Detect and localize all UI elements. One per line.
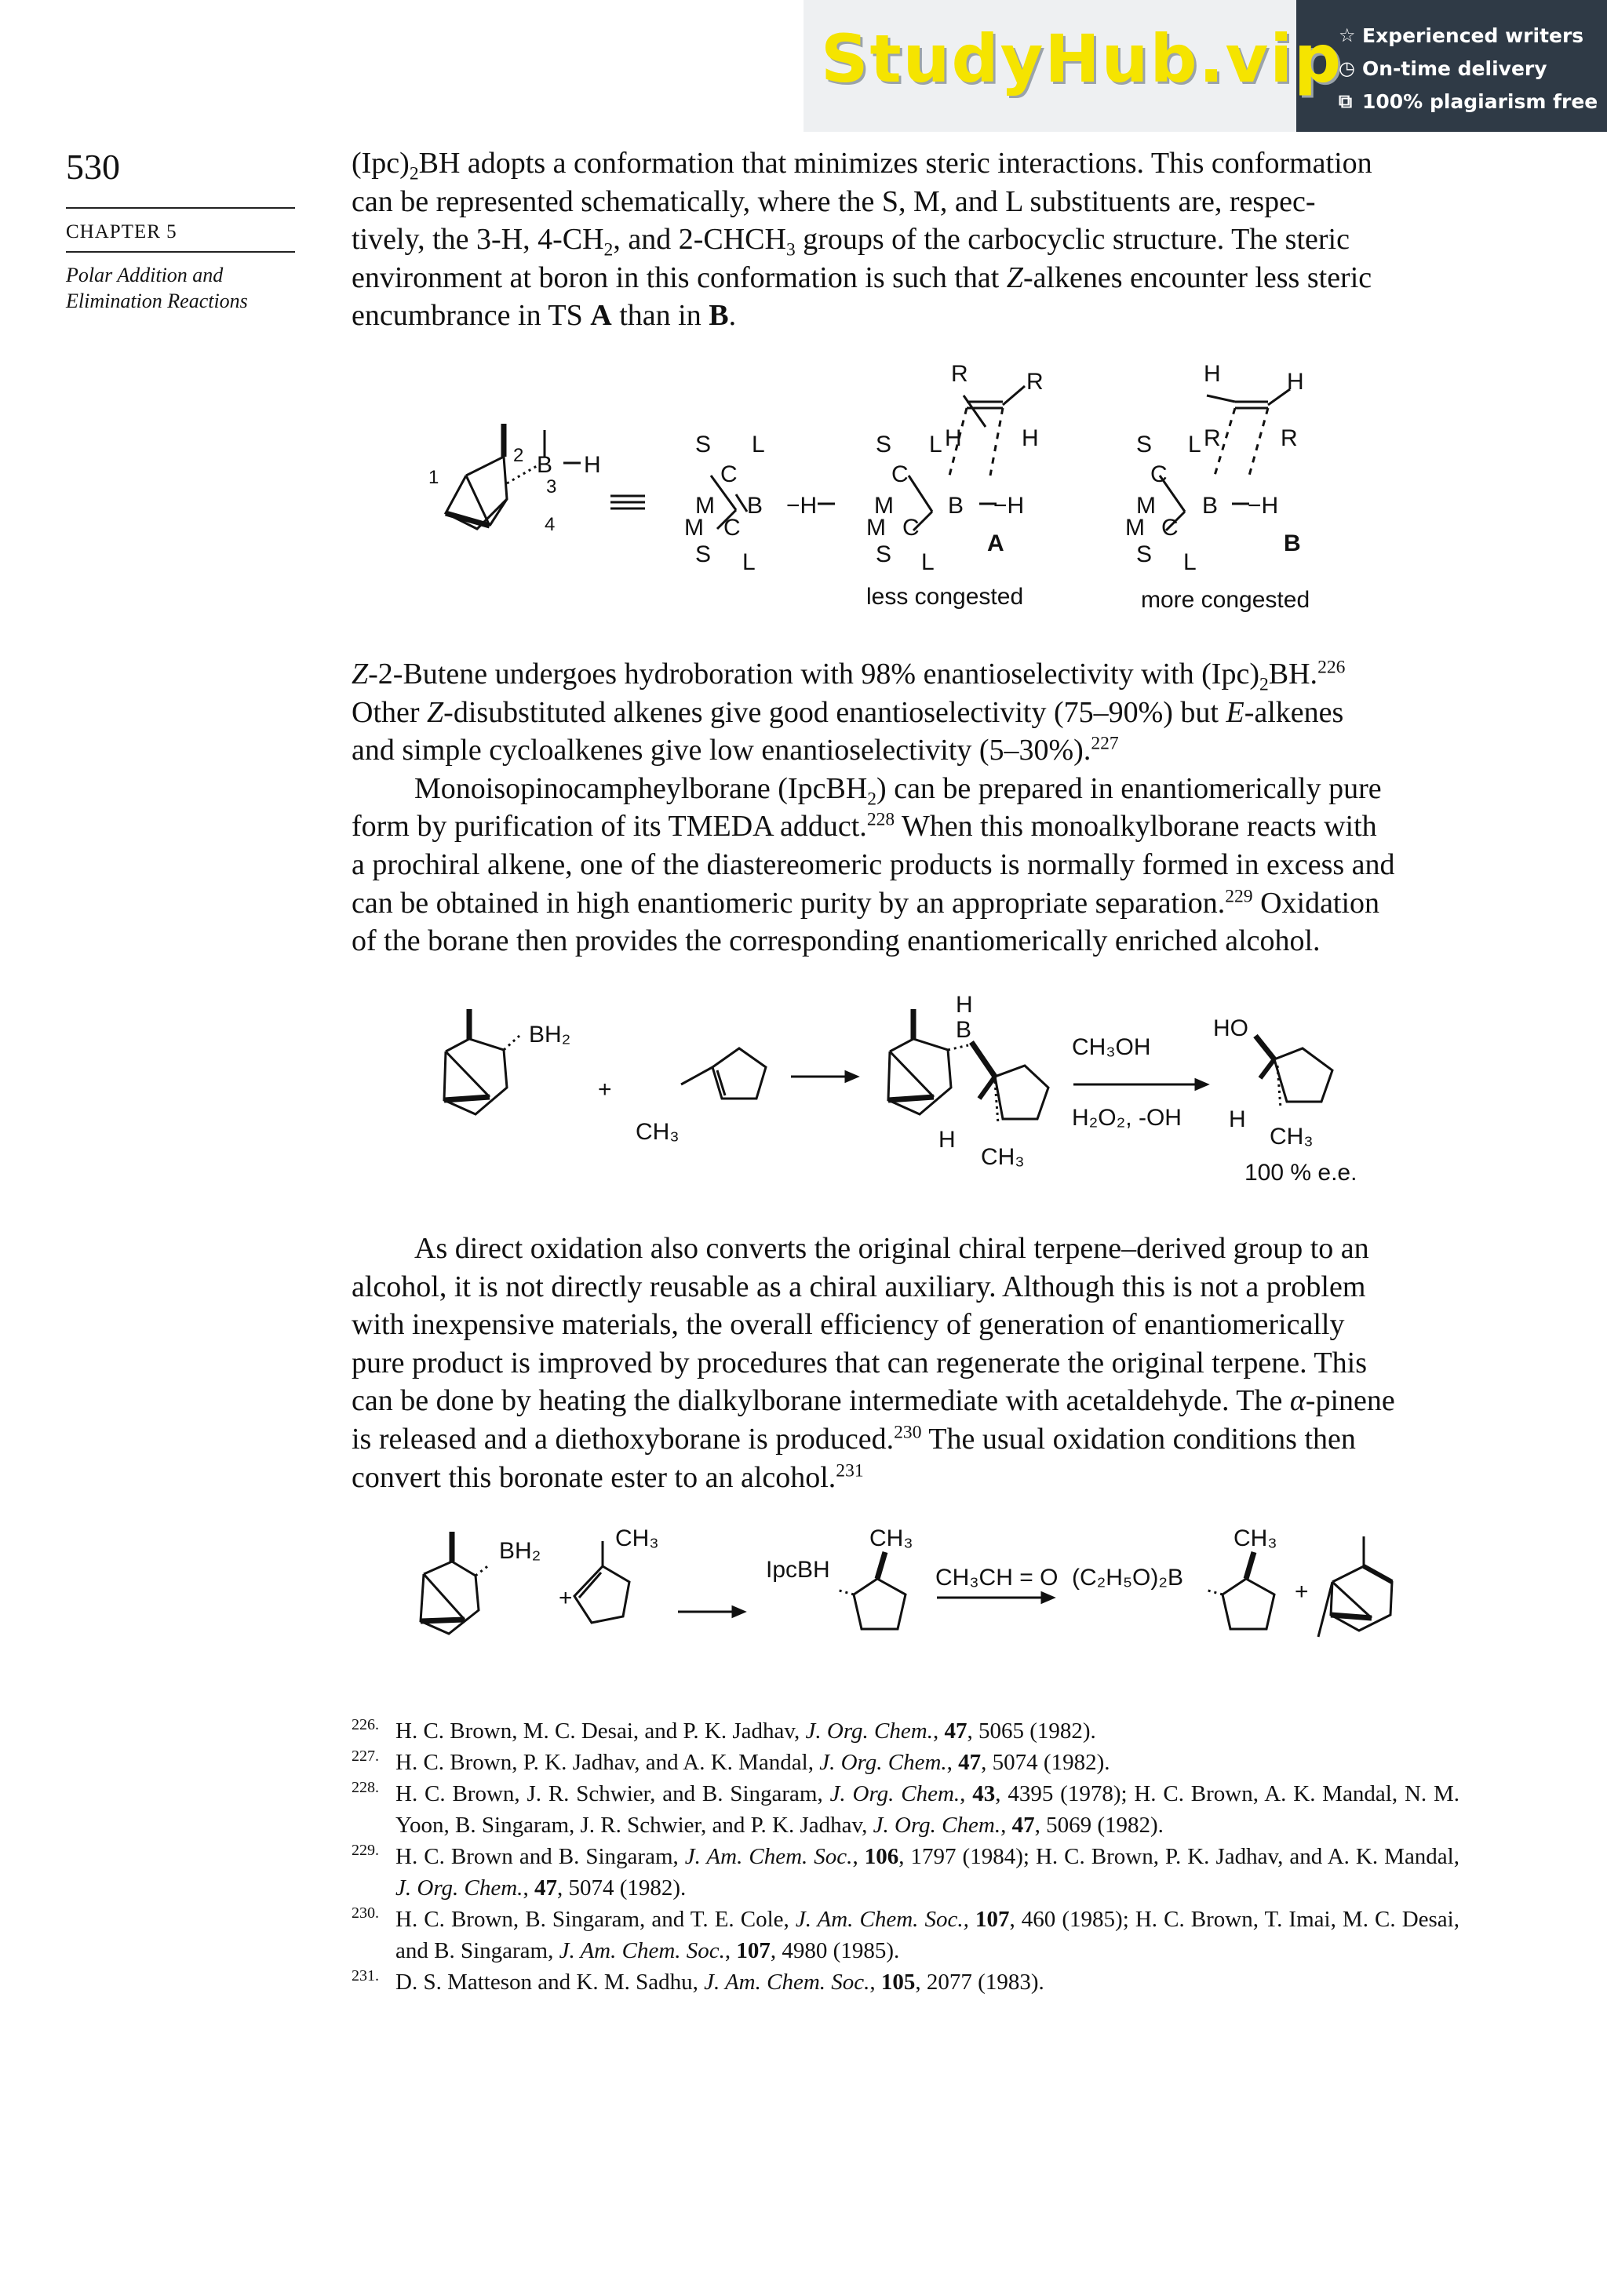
- paragraph-1: [352, 144, 1459, 335]
- footnote-number: 229.: [352, 1842, 379, 1859]
- text-line: tively, the 3-H, $4-CH_2$, and $2-CHCH_3$ groups of the carbocyclic structure. The steric: [352, 223, 1350, 261]
- banner-feature: [1339, 19, 1598, 52]
- footnote: 226. H. C. Brown, M. C. Desai, and P. K. Jadhav, J. Org. Chem., 47, 5065 (1982).: [352, 1715, 1459, 1747]
- svg-text:M: M: [866, 515, 886, 541]
- svg-text:S: S: [876, 432, 892, 457]
- star-icon: ☆: [1339, 24, 1356, 46]
- svg-text:B: B: [1202, 493, 1219, 519]
- plus-sign: +: [559, 1585, 573, 1611]
- methyl-label: CH₃: [869, 1525, 913, 1551]
- svg-text:L: L: [742, 549, 756, 575]
- scheme-2-svg: [352, 990, 1459, 1194]
- text-line: Other Z-disubstituted alkenes give good enantioselectivity (75–90%) but E-alkenes: [352, 695, 1344, 729]
- banner-features: [1339, 19, 1598, 118]
- footnote-number: 226.: [352, 1716, 379, 1733]
- ipc-position-3: 3: [546, 476, 557, 497]
- ts-a-caption: less congested: [866, 584, 1024, 610]
- reagent-methanol: CH₃OH: [1072, 1034, 1151, 1060]
- svg-text:M: M: [1125, 515, 1145, 541]
- margin-rule: [66, 251, 295, 253]
- footnotes: [352, 1715, 1459, 1998]
- svg-text:H: H: [945, 425, 962, 451]
- text-line: Monoisopinocampheylborane (IpcBH$_2$) can be prepared in enantiomerically pure: [414, 771, 1382, 810]
- text-line: alcohol, it is not directly reusable as a chiral auxiliary. Although this is not a problem: [352, 1270, 1366, 1303]
- borane-label: BH₂: [529, 1022, 571, 1048]
- paragraph-4: [352, 1230, 1459, 1496]
- svg-text:L: L: [921, 549, 935, 575]
- footnote: 227. H. C. Brown, P. K. Jadhav, and A. K. Mandal, J. Org. Chem., 47, 5074 (1982).: [352, 1747, 1459, 1778]
- footnote: 230. H. C. Brown, B. Singaram, and T. E. Cole, J. Am. Chem. Soc., 107, 460 (1985); H. C. Brown, T. Imai, M. C. Desai, and B. Singaram, J. Am. Chem. Soc., 107, 4980 (1985).: [352, 1904, 1459, 1966]
- hydroxyl-label: HO: [1213, 1015, 1248, 1041]
- text-line: can be done by heating the dialkylborane intermediate with acetaldehyde. The α-pinene: [352, 1384, 1395, 1418]
- text-line: a prochiral alkene, one of the diastereomeric products is normally formed in excess and: [352, 847, 1395, 881]
- svg-text:B: B: [948, 493, 964, 519]
- ts-b-caption: more congested: [1141, 587, 1310, 613]
- svg-text:−H: −H: [993, 493, 1025, 519]
- footnote-number: 227.: [352, 1748, 379, 1765]
- ipc-position-1: 1: [428, 467, 439, 488]
- reagent-acetaldehyde: CH₃CH = O: [935, 1565, 1059, 1591]
- svg-text:−H: −H: [786, 493, 818, 519]
- footnote: 228. H. C. Brown, J. R. Schwier, and B. Singaram, J. Org. Chem., 43, 4395 (1978); H. C. Brown, A. K. Mandal, N. M. Yoon, B. Singaram, J. R. Schwier, and P. K. Jadhav, J. Org. Chem., 47, 5069 (1982).: [352, 1778, 1459, 1841]
- text-line: Z-2-Butene undergoes hydroboration with 98% enantioselectivity with $(Ipc)_2BH.^{226}$: [352, 657, 1346, 695]
- scheme-hydroboration-oxidation: [352, 990, 1459, 1194]
- svg-text:C: C: [1150, 461, 1168, 487]
- svg-text:L: L: [929, 432, 942, 457]
- page-number: 530: [66, 147, 120, 187]
- clock-icon: ◷: [1339, 57, 1355, 79]
- paragraph-2: [352, 655, 1459, 960]
- text-line: can be obtained in high enantiomeric purity by an appropriate separation.$^{229}$ Oxidation: [352, 885, 1380, 920]
- scheme-1-svg: [352, 358, 1459, 625]
- ts-a-label: A: [987, 530, 1004, 556]
- banner-feature-label: On-time delivery: [1362, 56, 1547, 80]
- text-line: and simple cycloalkenes give low enantioselectivity (5–30%).$^{227}$: [352, 733, 1119, 767]
- svg-text:M: M: [1136, 493, 1156, 519]
- svg-text:CH₃: CH₃: [1270, 1124, 1314, 1150]
- banner-feature: [1339, 85, 1598, 118]
- svg-text:B: B: [956, 1017, 972, 1043]
- text-line: $(Ipc)_2BH$ adopts a conformation that minimizes steric interactions. This conformation: [352, 147, 1372, 184]
- text-line: of the borane then provides the corresponding enantiomerically enriched alcohol.: [352, 924, 1321, 958]
- boronate-ester-label: (C₂H₅O)₂B: [1072, 1565, 1184, 1591]
- svg-text:S: S: [1136, 432, 1153, 457]
- studyhub-logo: StudyHub.vip: [821, 20, 1343, 97]
- svg-text:R: R: [951, 361, 968, 387]
- borane-label: BH₂: [499, 1538, 541, 1564]
- footnote-number: 231.: [352, 1967, 379, 1984]
- svg-text:H: H: [1204, 361, 1221, 387]
- text-line: convert this boronate ester to an alcohol.$^{231}$: [352, 1460, 864, 1494]
- svg-text:H: H: [1287, 369, 1304, 395]
- enantiomeric-excess-label: 100 % e.e.: [1244, 1160, 1357, 1186]
- text-line: with inexpensive materials, the overall efficiency of generation of enantiomerically: [352, 1308, 1345, 1342]
- text-line: As direct oxidation also converts the original chiral terpene–derived group to an: [414, 1232, 1369, 1265]
- footnote-number: 230.: [352, 1904, 379, 1922]
- check-copy-icon: ⧉: [1339, 90, 1353, 112]
- text-line: form by purification of its TMEDA adduct.$^{228}$ When this monoalkylborane reacts with: [352, 809, 1377, 844]
- svg-text:M: M: [874, 493, 894, 519]
- svg-text:R: R: [1281, 425, 1298, 451]
- methyl-label: CH₃: [636, 1119, 680, 1145]
- hydrogen-label: H: [584, 452, 601, 478]
- methyl-label: CH₃: [1233, 1525, 1277, 1551]
- plus-sign: +: [1295, 1579, 1309, 1605]
- footnote-number: 228.: [352, 1779, 379, 1796]
- svg-text:H: H: [1229, 1106, 1246, 1132]
- banner-feature-label: 100% plagiarism free: [1362, 89, 1598, 113]
- ipc-position-4: 4: [545, 514, 556, 535]
- scheme-transition-states: [352, 358, 1459, 625]
- svg-text:R: R: [1204, 425, 1221, 451]
- scheme-3-svg: [352, 1519, 1459, 1653]
- margin-rule: [66, 207, 295, 209]
- text-line: encumbrance in TS A than in B.: [352, 299, 737, 333]
- svg-text:M: M: [695, 493, 715, 519]
- svg-text:CH₃: CH₃: [981, 1144, 1025, 1170]
- footnote: 229. H. C. Brown and B. Singaram, J. Am. Chem. Soc., 106, 1797 (1984); H. C. Brown, P. K. Jadhav, and A. K. Mandal, J. Org. Chem., 47, 5074 (1982).: [352, 1841, 1459, 1904]
- svg-text:C: C: [891, 461, 909, 487]
- svg-text:L: L: [1183, 549, 1197, 575]
- ts-b-label: B: [1284, 530, 1301, 556]
- svg-text:H: H: [956, 992, 973, 1018]
- methyl-label: CH₃: [615, 1525, 659, 1551]
- svg-text:C: C: [902, 515, 920, 541]
- boron-label: B: [537, 452, 553, 478]
- footnote: 231. D. S. Matteson and K. M. Sadhu, J. Am. Chem. Soc., 105, 2077 (1983).: [352, 1966, 1459, 1998]
- text-line: pure product is improved by procedures that can regenerate the original terpene. This: [352, 1346, 1367, 1379]
- svg-text:−H: −H: [1248, 493, 1279, 519]
- ipc-position-2: 2: [513, 445, 524, 466]
- svg-text:L: L: [1188, 432, 1201, 457]
- svg-text:S: S: [1136, 541, 1153, 567]
- svg-text:B: B: [747, 493, 763, 519]
- svg-text:L: L: [752, 432, 765, 457]
- svg-text:M: M: [684, 515, 704, 541]
- svg-text:R: R: [1026, 369, 1044, 395]
- banner-feature: [1339, 52, 1598, 85]
- svg-text:S: S: [695, 432, 712, 457]
- h-label: H: [938, 1127, 956, 1153]
- svg-text:C: C: [720, 461, 738, 487]
- studyhub-banner[interactable]: [804, 0, 1607, 132]
- svg-text:S: S: [695, 541, 712, 567]
- banner-feature-label: Experienced writers: [1362, 24, 1584, 47]
- reagent-peroxide: H₂O₂, -OH: [1072, 1105, 1182, 1131]
- text-line: environment at boron in this conformation is such that Z-alkenes encounter less steric: [352, 261, 1372, 294]
- text-line: is released and a diethoxyborane is produced.$^{230}$ The usual oxidation conditions then: [352, 1422, 1356, 1456]
- chapter-title: Polar Addition and Elimination Reactions: [66, 264, 248, 312]
- scheme-auxiliary-regeneration: [352, 1519, 1459, 1653]
- plus-sign: +: [598, 1077, 612, 1102]
- chapter-label: CHAPTER 5: [66, 221, 177, 242]
- banner-logo-panel: [804, 0, 1343, 132]
- svg-text:S: S: [876, 541, 892, 567]
- text-line: can be represented schematically, where the S, M, and L substituents are, respec-: [352, 184, 1316, 218]
- ipcbh-label: IpcBH: [766, 1557, 830, 1583]
- svg-text:H: H: [1022, 425, 1039, 451]
- svg-text:C: C: [723, 515, 741, 541]
- svg-text:C: C: [1161, 515, 1179, 541]
